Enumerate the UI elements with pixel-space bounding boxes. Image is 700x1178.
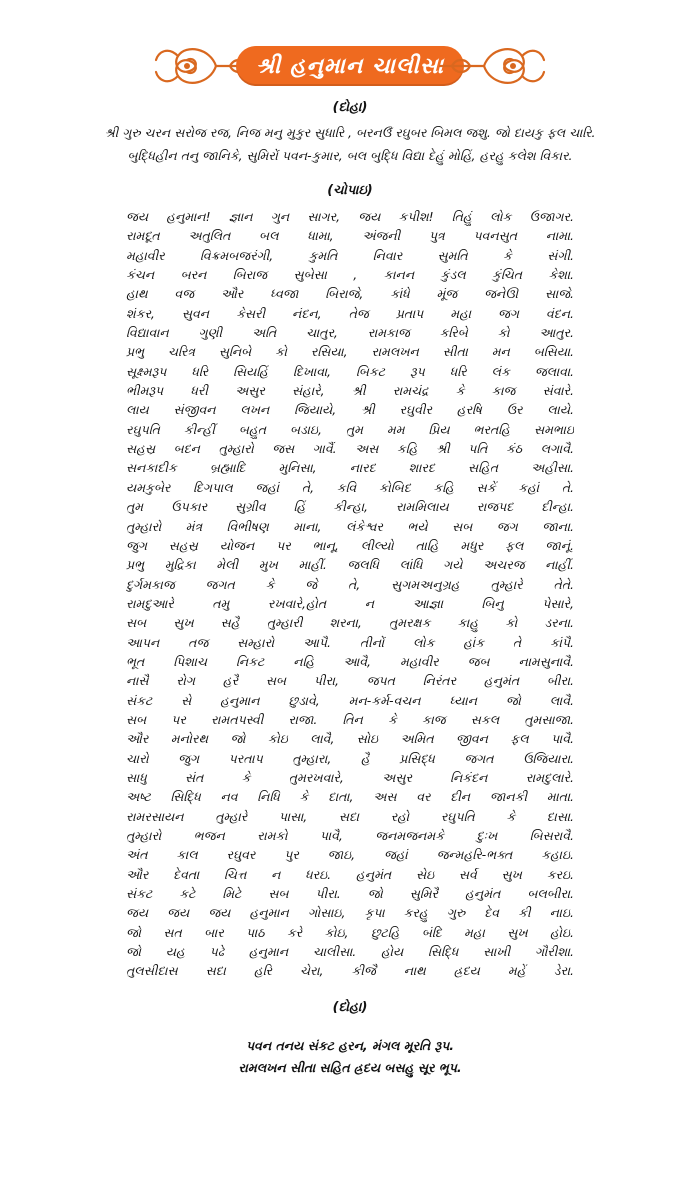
- chopai-verse-list: [126, 207, 574, 981]
- verse-line: રામરસાયન તુમ્હારે પાસા, સદા રહો રઘુપતિ કે દાસા.: [126, 808, 574, 824]
- verse-line: ભીમરૂપ ધરી અસુર સંહારે, શ્રી રામચંદ્ર કે કાજ સંવારે.: [126, 383, 574, 399]
- verse-line: ભૂત પિશાચ નિકટ નહિ આવૈ, મહાવીર જબ નામસુનાવૈ.: [126, 653, 574, 669]
- verse-line: સંકટ કટે મિટે સબ પીરા. જો સુમિરૈ હનુમંત બલબીરા.: [126, 886, 574, 902]
- ornamental-flourish-right-icon: [438, 38, 548, 94]
- closing-doha-line: રામલખન સીતા સહિત હ્રદય બસહુ સૂર ભૂપ.: [238, 1060, 462, 1075]
- verse-line: ઔર મનોરથ જો કોઇ લાવૈ, સોઇ અમિત જીવન ફલ પાવૈ.: [126, 731, 574, 747]
- verse-line: લાય સંજીવન લખન જિયાયે, શ્રી રઘુવીર હરષિ ઉર લાયે.: [126, 402, 574, 418]
- page-title: શ્રી હનુમાન ચાલીસા: [255, 53, 444, 79]
- verse-line: કંચન બરન બિરાજ સુબેસા , કાનન કુંડલ કુંચિત કેશા.: [126, 267, 574, 283]
- verse-line: સનકાદીક બ્રહ્માદિ મુનિસા, નારદ શારદ સહિત અહીસા.: [126, 460, 574, 476]
- verse-line: અષ્ટ સિદ્ધિ નવ નિધિ કે દાતા, અસ વર દીન જાનકી માતા.: [126, 789, 574, 805]
- verse-line: જુગ સહસ્ર યોજન પર ભાનૂ, લીલ્યો તાહિ મધુર ફલ જાનૂં.: [126, 537, 574, 553]
- verse-line: તુમ્હારો મંત્ર વિભીષણ માના, લંકેશ્વર ભયે સબ જગ જાના.: [126, 518, 574, 534]
- opening-doha-line: બુદ્ધિહીન તનુ જાનિકે, સુમિરોં પવન-કુમાર, બલ બુદ્ધિ વિદ્યા દેહું મોહિં, હરહુ કલેશ વિકાર.: [127, 148, 573, 163]
- verse-line: તુમ્હારો ભજન રામકો પાવૈ, જનમજનમકે દુઃખ બિસરાવૈ.: [126, 828, 574, 843]
- verse-line: તુમ ઉપકાર સુગ્રીવ હિં કીન્હા, રામમિલાય રાજપદ દીન્હા.: [126, 499, 574, 515]
- verse-line: સાધુ સંત કે તુમરખવારે, અસુર નિકંદન રામદુલારે.: [126, 769, 574, 785]
- verse-line: વિદ્યાવાન ગુણી અતિ ચાતુર, રામકાજ કરિબે કો આતુર.: [126, 325, 574, 341]
- opening-doha-line: શ્રી ગુરુ ચરન સરોજ રજ, નિજ મનુ મુકુર સુધારિ , બરનઉઁ રઘુબર બિમલ જશુ. જો દાયકુ ફલ ચારિ.: [104, 125, 596, 140]
- verse-line: પ્રભુ મુદ્રિકા મેલી મુખ માહીં. જલધિ લાંધિ ગયે અચરજ નાહીં.: [126, 557, 574, 573]
- closing-doha-line: પવન તનય સંકટ હરન, મંગલ મૂરતિ રૂપ.: [245, 1038, 455, 1053]
- verse-line: ચારો જુગ પરતાપ તુમ્હારા, હૈ પ્રસિદ્ધ જગત ઉજિયારા.: [126, 750, 574, 766]
- doha-heading-opening: (દોહા): [332, 100, 368, 115]
- verse-line: મહાવીર વિક્રમબજરંગી, કુમતિ નિવાર સુમતિ કે સંગી.: [126, 247, 574, 263]
- verse-line: દુર્ગમકાજ જગત કે જે તે, સુગમઅનુગ્રહ તુમ્હારે તેતે.: [126, 576, 574, 592]
- title-header: [0, 38, 700, 94]
- verse-line: નાસૈ રોગ હરૈ સબ પીરા, જપત નિરંતર હનુમંત બીરા.: [126, 673, 574, 689]
- verse-line: સબ સુખ સહૈ તુમ્હારી શરના, તુમરક્ષક કાહુ કો ડરના.: [126, 615, 574, 631]
- verse-line: આપન તજ સમ્હારો આપૈ. તીનોં લોક હાંક તે કાંપૈ.: [126, 634, 574, 650]
- verse-line: સંકટ સે હનુમાન છુડાવે, મન-કર્મ-વચન ધ્યાન જો લાવૈ.: [126, 692, 574, 708]
- verse-line: જય જય જય હનુમાન ગોસાઇ, કૃપા કરહુ ગુરુ દેવ કી નાઇ.: [126, 905, 574, 921]
- chopai-heading: (ચોપાઇ): [327, 183, 373, 198]
- verse-line: જો યહ પઢે હનુમાન ચાલીસા. હોય સિદ્ધિ સાખી ગૌરીશા.: [126, 944, 574, 960]
- opening-doha: [40, 121, 660, 167]
- verse-line: રામદુઆરે તમુ રખવારે,હોત ન આજ્ઞા બિનુ પેસારે,: [126, 595, 574, 611]
- verse-line: તુલસીદાસ સદા હરિ ચેરા, કીજૈ નાથ હ્રદય મહેં ડેરા.: [126, 963, 574, 979]
- verse-line: અંત કાલ રઘુવર પુર જાઇ, જહાં જન્મહરિ-ભક્ત કહાઇ.: [126, 847, 574, 863]
- verse-line: સૂક્ષ્મરૂપ ધરિ સિયહિં દિખાવા, બિકટ રૂપ ધરિ લંક જલાવા.: [126, 363, 574, 379]
- closing-doha: [0, 1035, 700, 1079]
- verse-line: શંકર, સુવન કેસરી નંદન, તેજ પ્રતાપ મહા જગ વંદન.: [126, 305, 574, 321]
- verse-line: જો સત બાર પાઠ કરે કોઇ, છુટહિ બંદિ મહા સુખ હોઇ.: [126, 924, 574, 940]
- verse-line: પ્રભુ ચરિત્ર સુનિબે કો રસિયા, રામલખન સીતા મન બસિયા.: [126, 344, 574, 360]
- verse-line: રામદૂત અતુલિત બલ ધામા, અંજની પુત્ર પવનસુત નામા.: [126, 228, 574, 244]
- verse-line: સહસ્ર બદન તુમ્હારો જસ ગાવૈં. અસ કહિ શ્રી પતિ કંઠ લગાવૈ.: [126, 441, 574, 457]
- doha-heading-closing: (દોહા): [332, 1000, 368, 1015]
- verse-line: હાથ વજ ઔર ધ્વજા બિરાજે, કાંધે મૂંજ જનેઊ સાજે.: [126, 286, 574, 302]
- verse-line: રઘુપતિ કીન્હીં બહુત બડાઇ, તુમ મમ પ્રિય ભરતહિ સમભાઇ: [126, 421, 574, 437]
- verse-line: જય હનુમાન! જ્ઞાન ગુન સાગર, જય કપીશ! તિહું લોક ઉજાગર.: [126, 209, 574, 224]
- title-banner: [236, 46, 464, 86]
- verse-line: યમકુબેર દિગપાલ જહાં તે, કવિ કોબિદ કહિ સકેં કહાં તે.: [126, 479, 574, 495]
- verse-line: ઔર દેવતા ચિત્ત ન ધરઇ. હનુમંત સેઇ સર્વ સુખ કરઇ.: [126, 866, 574, 882]
- verse-line: સબ પર રામતપસ્વી રાજા. તિન કે કાજ સકલ તુમસાજા.: [126, 711, 574, 727]
